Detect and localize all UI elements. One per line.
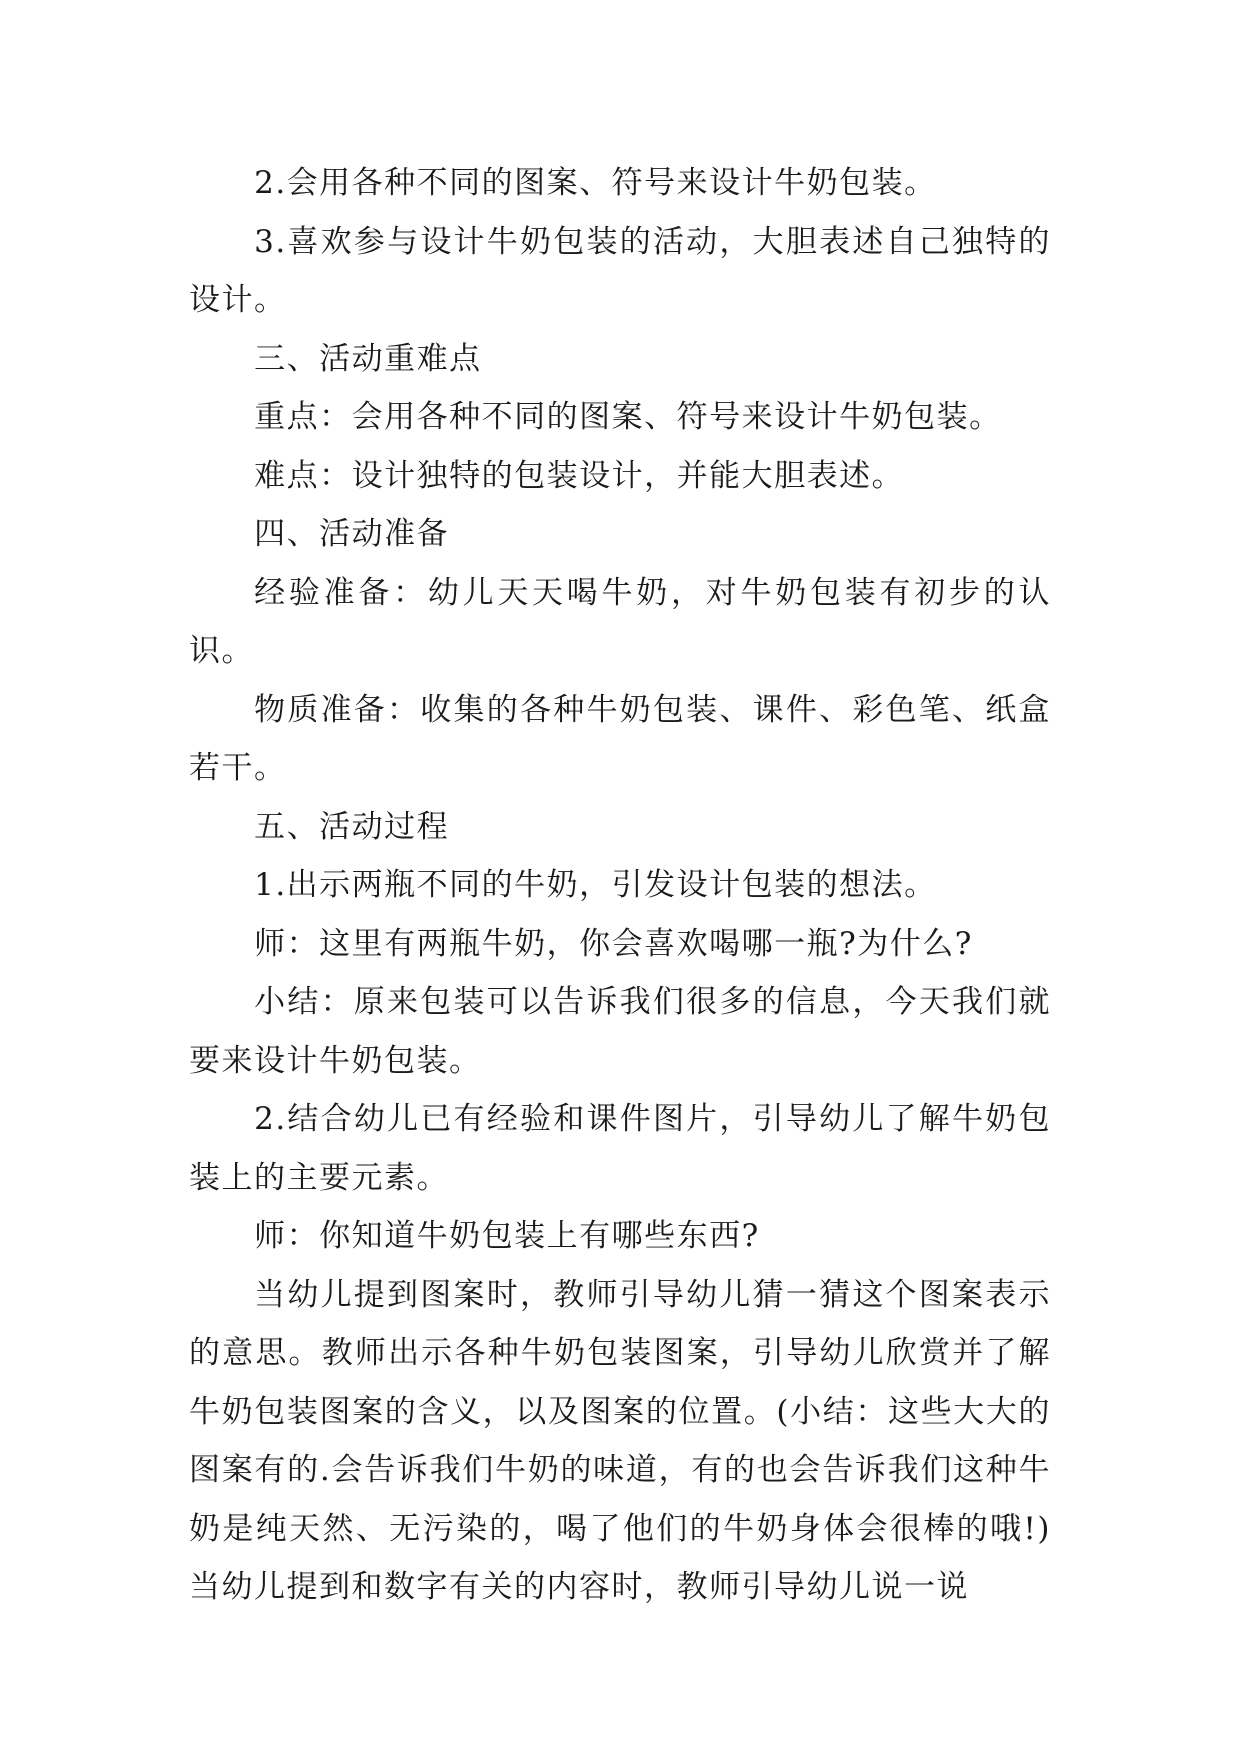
paragraph: 难点：设计独特的包装设计，并能大胆表述。 [254,457,905,494]
document-body [189,154,1051,1617]
paragraph: 当幼儿提到图案时，教师引导幼儿猜一猜这个图案表示的意思。教师出示各种牛奶包装图案，引导幼儿欣赏并了解牛奶包装图案的含义，以及图案的位置。(小结：这些大大的图案有的.会告诉我们牛奶的味道，有的也会告诉我们这种牛奶是纯天然、无污染的，喝了他们的牛奶身体会很棒的哦!)当幼儿提到和数字有关的内容时，教师引导幼儿说一说 [189,1276,1051,1605]
paragraph: 3.喜欢参与设计牛奶包装的活动，大胆表述自己独特的设计。 [189,223,1051,318]
paragraph: 小结：原来包装可以告诉我们很多的信息，今天我们就要来设计牛奶包装。 [189,984,1051,1079]
section-heading: 四、活动准备 [254,516,450,552]
section-heading: 五、活动过程 [254,808,450,845]
paragraph: 1.出示两瓶不同的牛奶，引发设计包装的想法。 [254,867,937,903]
paragraph: 2.结合幼儿已有经验和课件图片，引导幼儿了解牛奶包装上的主要元素。 [189,1101,1051,1196]
paragraph: 经验准备：幼儿天天喝牛奶，对牛奶包装有初步的认识。 [189,574,1051,669]
paragraph: 2.会用各种不同的图案、符号来设计牛奶包装。 [254,165,937,201]
section-heading: 三、活动重难点 [254,340,482,377]
paragraph: 重点：会用各种不同的图案、符号来设计牛奶包装。 [254,399,1002,435]
paragraph: 师：这里有两瓶牛奶，你会喜欢喝哪一瓶?为什么? [254,925,973,962]
paragraph: 师：你知道牛奶包装上有哪些东西? [254,1218,760,1254]
paragraph: 物质准备：收集的各种牛奶包装、课件、彩色笔、纸盒若干。 [189,691,1051,786]
